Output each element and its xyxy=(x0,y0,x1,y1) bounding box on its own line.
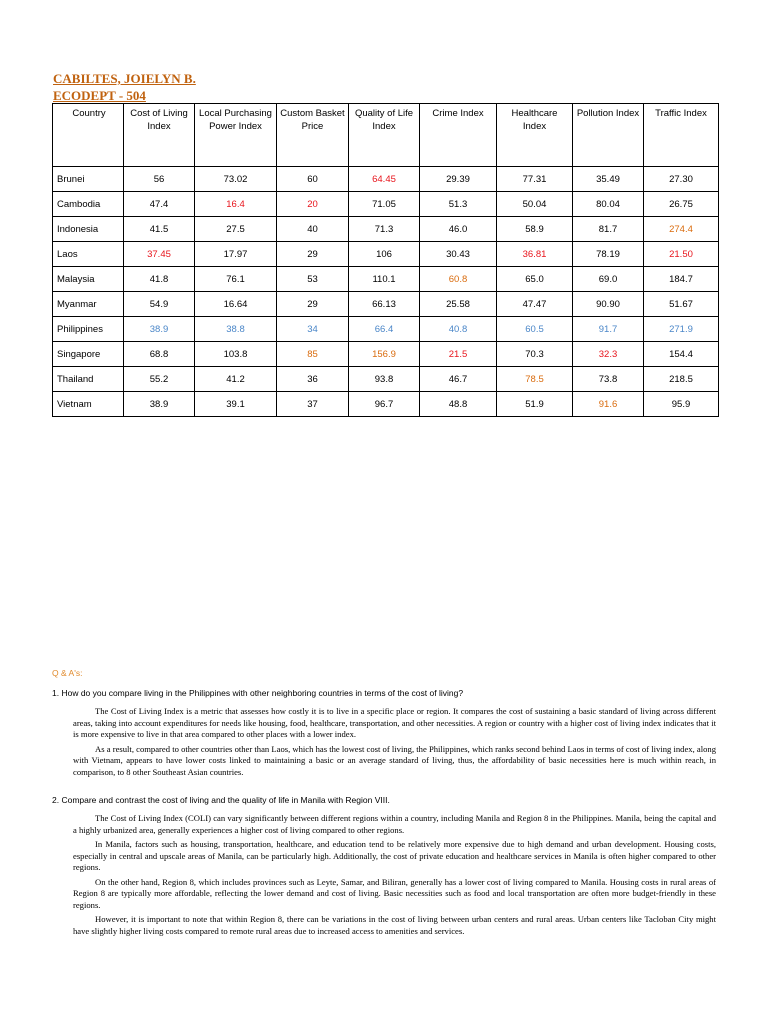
value-cell: 38.9 xyxy=(124,317,195,342)
column-header: Pollution Index xyxy=(573,104,644,167)
value-cell: 21.50 xyxy=(644,242,719,267)
value-cell: 66.4 xyxy=(349,317,420,342)
value-cell: 85 xyxy=(277,342,349,367)
value-cell: 103.8 xyxy=(195,342,277,367)
answer-paragraph: On the other hand, Region 8, which includes provinces such as Leyte, Samar, and Biliran, generally has a lower cost of living compared to Manila. Housing costs in rural areas of Region 8 are typically more affordable, reflecting the lower demand and cost of living. Basic necessities such as food and local transportation are often more budget-friendly in these regions. xyxy=(73,876,716,910)
value-cell: 32.3 xyxy=(573,342,644,367)
value-cell: 29.39 xyxy=(420,167,497,192)
value-cell: 76.1 xyxy=(195,267,277,292)
answer-paragraph: The Cost of Living Index is a metric that assesses how costly it is to live in a specific place or region. It compares the cost of sustaining a basic standard of living across different areas, taking into account expenditures for needs like housing, food, healthcare, transportation, and other necessities. A region or country with a higher cost of living index indicates that it is more expensive to live in that area compared to other places with a lower index. xyxy=(73,706,716,739)
student-name: CABILTES, JOIELYN B. xyxy=(53,71,196,86)
value-cell: 47.47 xyxy=(497,292,573,317)
value-cell: 78.5 xyxy=(497,367,573,392)
table-row xyxy=(53,242,719,267)
answer-paragraph: In Manila, factors such as housing, transportation, healthcare, and education tend to be relatively more expensive due to high demand and urban development. Housing costs, especially in central and upscale areas of Manila, can be particularly high. Additionally, the cost of private education and healthcare services in Manila is often higher compared to other regions. xyxy=(73,839,716,872)
value-cell: 36 xyxy=(277,367,349,392)
value-cell: 41.8 xyxy=(124,267,195,292)
table-header-row xyxy=(53,104,719,167)
value-cell: 77.31 xyxy=(497,167,573,192)
value-cell: 37.45 xyxy=(124,242,195,267)
answer-paragraph: However, it is important to note that within Region 8, there can be variations in the cost of living between urban centers and rural areas. Urban centers like Tacloban City might have slightly higher living costs compared to remote rural areas due to increased access to amenities and services. xyxy=(73,914,716,936)
table-row xyxy=(53,192,719,217)
table-row xyxy=(53,217,719,242)
country-cell: Indonesia xyxy=(53,217,124,242)
value-cell: 51.9 xyxy=(497,392,573,417)
answer-paragraph: The Cost of Living Index (COLI) can vary significantly between different regions within a country, including Manila and Region 8 in the Philippines. Manila, being the capital and a highly urbanized area, generally experiences a higher cost of living compared to other regions. xyxy=(73,813,716,835)
value-cell: 26.75 xyxy=(644,192,719,217)
value-cell: 47.4 xyxy=(124,192,195,217)
value-cell: 66.13 xyxy=(349,292,420,317)
value-cell: 78.19 xyxy=(573,242,644,267)
value-cell: 41.5 xyxy=(124,217,195,242)
value-cell: 21.5 xyxy=(420,342,497,367)
section-code: ECODEPT - 504 xyxy=(53,88,146,103)
column-header: Custom Basket Price xyxy=(277,104,349,167)
country-cell: Vietnam xyxy=(53,392,124,417)
value-cell: 38.9 xyxy=(124,392,195,417)
value-cell: 106 xyxy=(349,242,420,267)
value-cell: 35.49 xyxy=(573,167,644,192)
qa-title: Q & A's: xyxy=(52,668,83,678)
table-row xyxy=(53,367,719,392)
value-cell: 40.8 xyxy=(420,317,497,342)
answer-1 xyxy=(52,706,716,778)
value-cell: 51.67 xyxy=(644,292,719,317)
cost-of-living-table xyxy=(52,103,719,417)
column-header: Cost of Living Index xyxy=(124,104,195,167)
value-cell: 71.05 xyxy=(349,192,420,217)
table-row xyxy=(53,267,719,292)
value-cell: 16.4 xyxy=(195,192,277,217)
value-cell: 25.58 xyxy=(420,292,497,317)
value-cell: 56 xyxy=(124,167,195,192)
value-cell: 70.3 xyxy=(497,342,573,367)
value-cell: 60.5 xyxy=(497,317,573,342)
value-cell: 38.8 xyxy=(195,317,277,342)
value-cell: 91.6 xyxy=(573,392,644,417)
value-cell: 58.9 xyxy=(497,217,573,242)
value-cell: 46.0 xyxy=(420,217,497,242)
table-row xyxy=(53,292,719,317)
value-cell: 55.2 xyxy=(124,367,195,392)
value-cell: 37 xyxy=(277,392,349,417)
country-cell: Malaysia xyxy=(53,267,124,292)
value-cell: 73.02 xyxy=(195,167,277,192)
value-cell: 80.04 xyxy=(573,192,644,217)
question-1: 1. How do you compare living in the Philippines with other neighboring countries in terms of the cost of living? xyxy=(52,688,464,698)
value-cell: 34 xyxy=(277,317,349,342)
value-cell: 96.7 xyxy=(349,392,420,417)
value-cell: 184.7 xyxy=(644,267,719,292)
value-cell: 110.1 xyxy=(349,267,420,292)
value-cell: 81.7 xyxy=(573,217,644,242)
value-cell: 54.9 xyxy=(124,292,195,317)
country-cell: Thailand xyxy=(53,367,124,392)
value-cell: 30.43 xyxy=(420,242,497,267)
value-cell: 95.9 xyxy=(644,392,719,417)
country-cell: Myanmar xyxy=(53,292,124,317)
value-cell: 60.8 xyxy=(420,267,497,292)
column-header: Country xyxy=(53,104,124,167)
table-row xyxy=(53,167,719,192)
value-cell: 65.0 xyxy=(497,267,573,292)
value-cell: 53 xyxy=(277,267,349,292)
column-header: Local Purchasing Power Index xyxy=(195,104,277,167)
value-cell: 50.04 xyxy=(497,192,573,217)
value-cell: 271.9 xyxy=(644,317,719,342)
value-cell: 51.3 xyxy=(420,192,497,217)
value-cell: 29 xyxy=(277,242,349,267)
value-cell: 91.7 xyxy=(573,317,644,342)
value-cell: 36.81 xyxy=(497,242,573,267)
value-cell: 27.30 xyxy=(644,167,719,192)
value-cell: 29 xyxy=(277,292,349,317)
value-cell: 46.7 xyxy=(420,367,497,392)
value-cell: 154.4 xyxy=(644,342,719,367)
column-header: Healthcare Index xyxy=(497,104,573,167)
question-2: 2. Compare and contrast the cost of living and the quality of life in Manila with Region VIII. xyxy=(52,795,390,805)
answer-paragraph: As a result, compared to other countries other than Laos, which has the lowest cost of living, the Philippines, which ranks second behind Laos in terms of cost of living index, along with Vietnam, appears to have lower costs linked to maintaining a basic or an average standard of living, thus, the affordability of basic necessities here is much within reach, in comparison, to 8 other Southeast Asian countries. xyxy=(73,743,716,777)
qa-section xyxy=(52,668,716,940)
value-cell: 40 xyxy=(277,217,349,242)
value-cell: 41.2 xyxy=(195,367,277,392)
column-header: Traffic Index xyxy=(644,104,719,167)
value-cell: 64.45 xyxy=(349,167,420,192)
value-cell: 48.8 xyxy=(420,392,497,417)
table-row xyxy=(53,392,719,417)
value-cell: 71.3 xyxy=(349,217,420,242)
value-cell: 274.4 xyxy=(644,217,719,242)
value-cell: 90.90 xyxy=(573,292,644,317)
country-cell: Brunei xyxy=(53,167,124,192)
value-cell: 60 xyxy=(277,167,349,192)
country-cell: Laos xyxy=(53,242,124,267)
value-cell: 39.1 xyxy=(195,392,277,417)
column-header: Quality of Life Index xyxy=(349,104,420,167)
value-cell: 27.5 xyxy=(195,217,277,242)
value-cell: 16.64 xyxy=(195,292,277,317)
value-cell: 68.8 xyxy=(124,342,195,367)
document-header xyxy=(53,70,196,104)
value-cell: 69.0 xyxy=(573,267,644,292)
country-cell: Philippines xyxy=(53,317,124,342)
answer-2 xyxy=(52,813,716,937)
table-row xyxy=(53,342,719,367)
column-header: Crime Index xyxy=(420,104,497,167)
table-row xyxy=(53,317,719,342)
value-cell: 93.8 xyxy=(349,367,420,392)
value-cell: 156.9 xyxy=(349,342,420,367)
value-cell: 218.5 xyxy=(644,367,719,392)
value-cell: 17.97 xyxy=(195,242,277,267)
country-cell: Cambodia xyxy=(53,192,124,217)
country-cell: Singapore xyxy=(53,342,124,367)
value-cell: 73.8 xyxy=(573,367,644,392)
value-cell: 20 xyxy=(277,192,349,217)
